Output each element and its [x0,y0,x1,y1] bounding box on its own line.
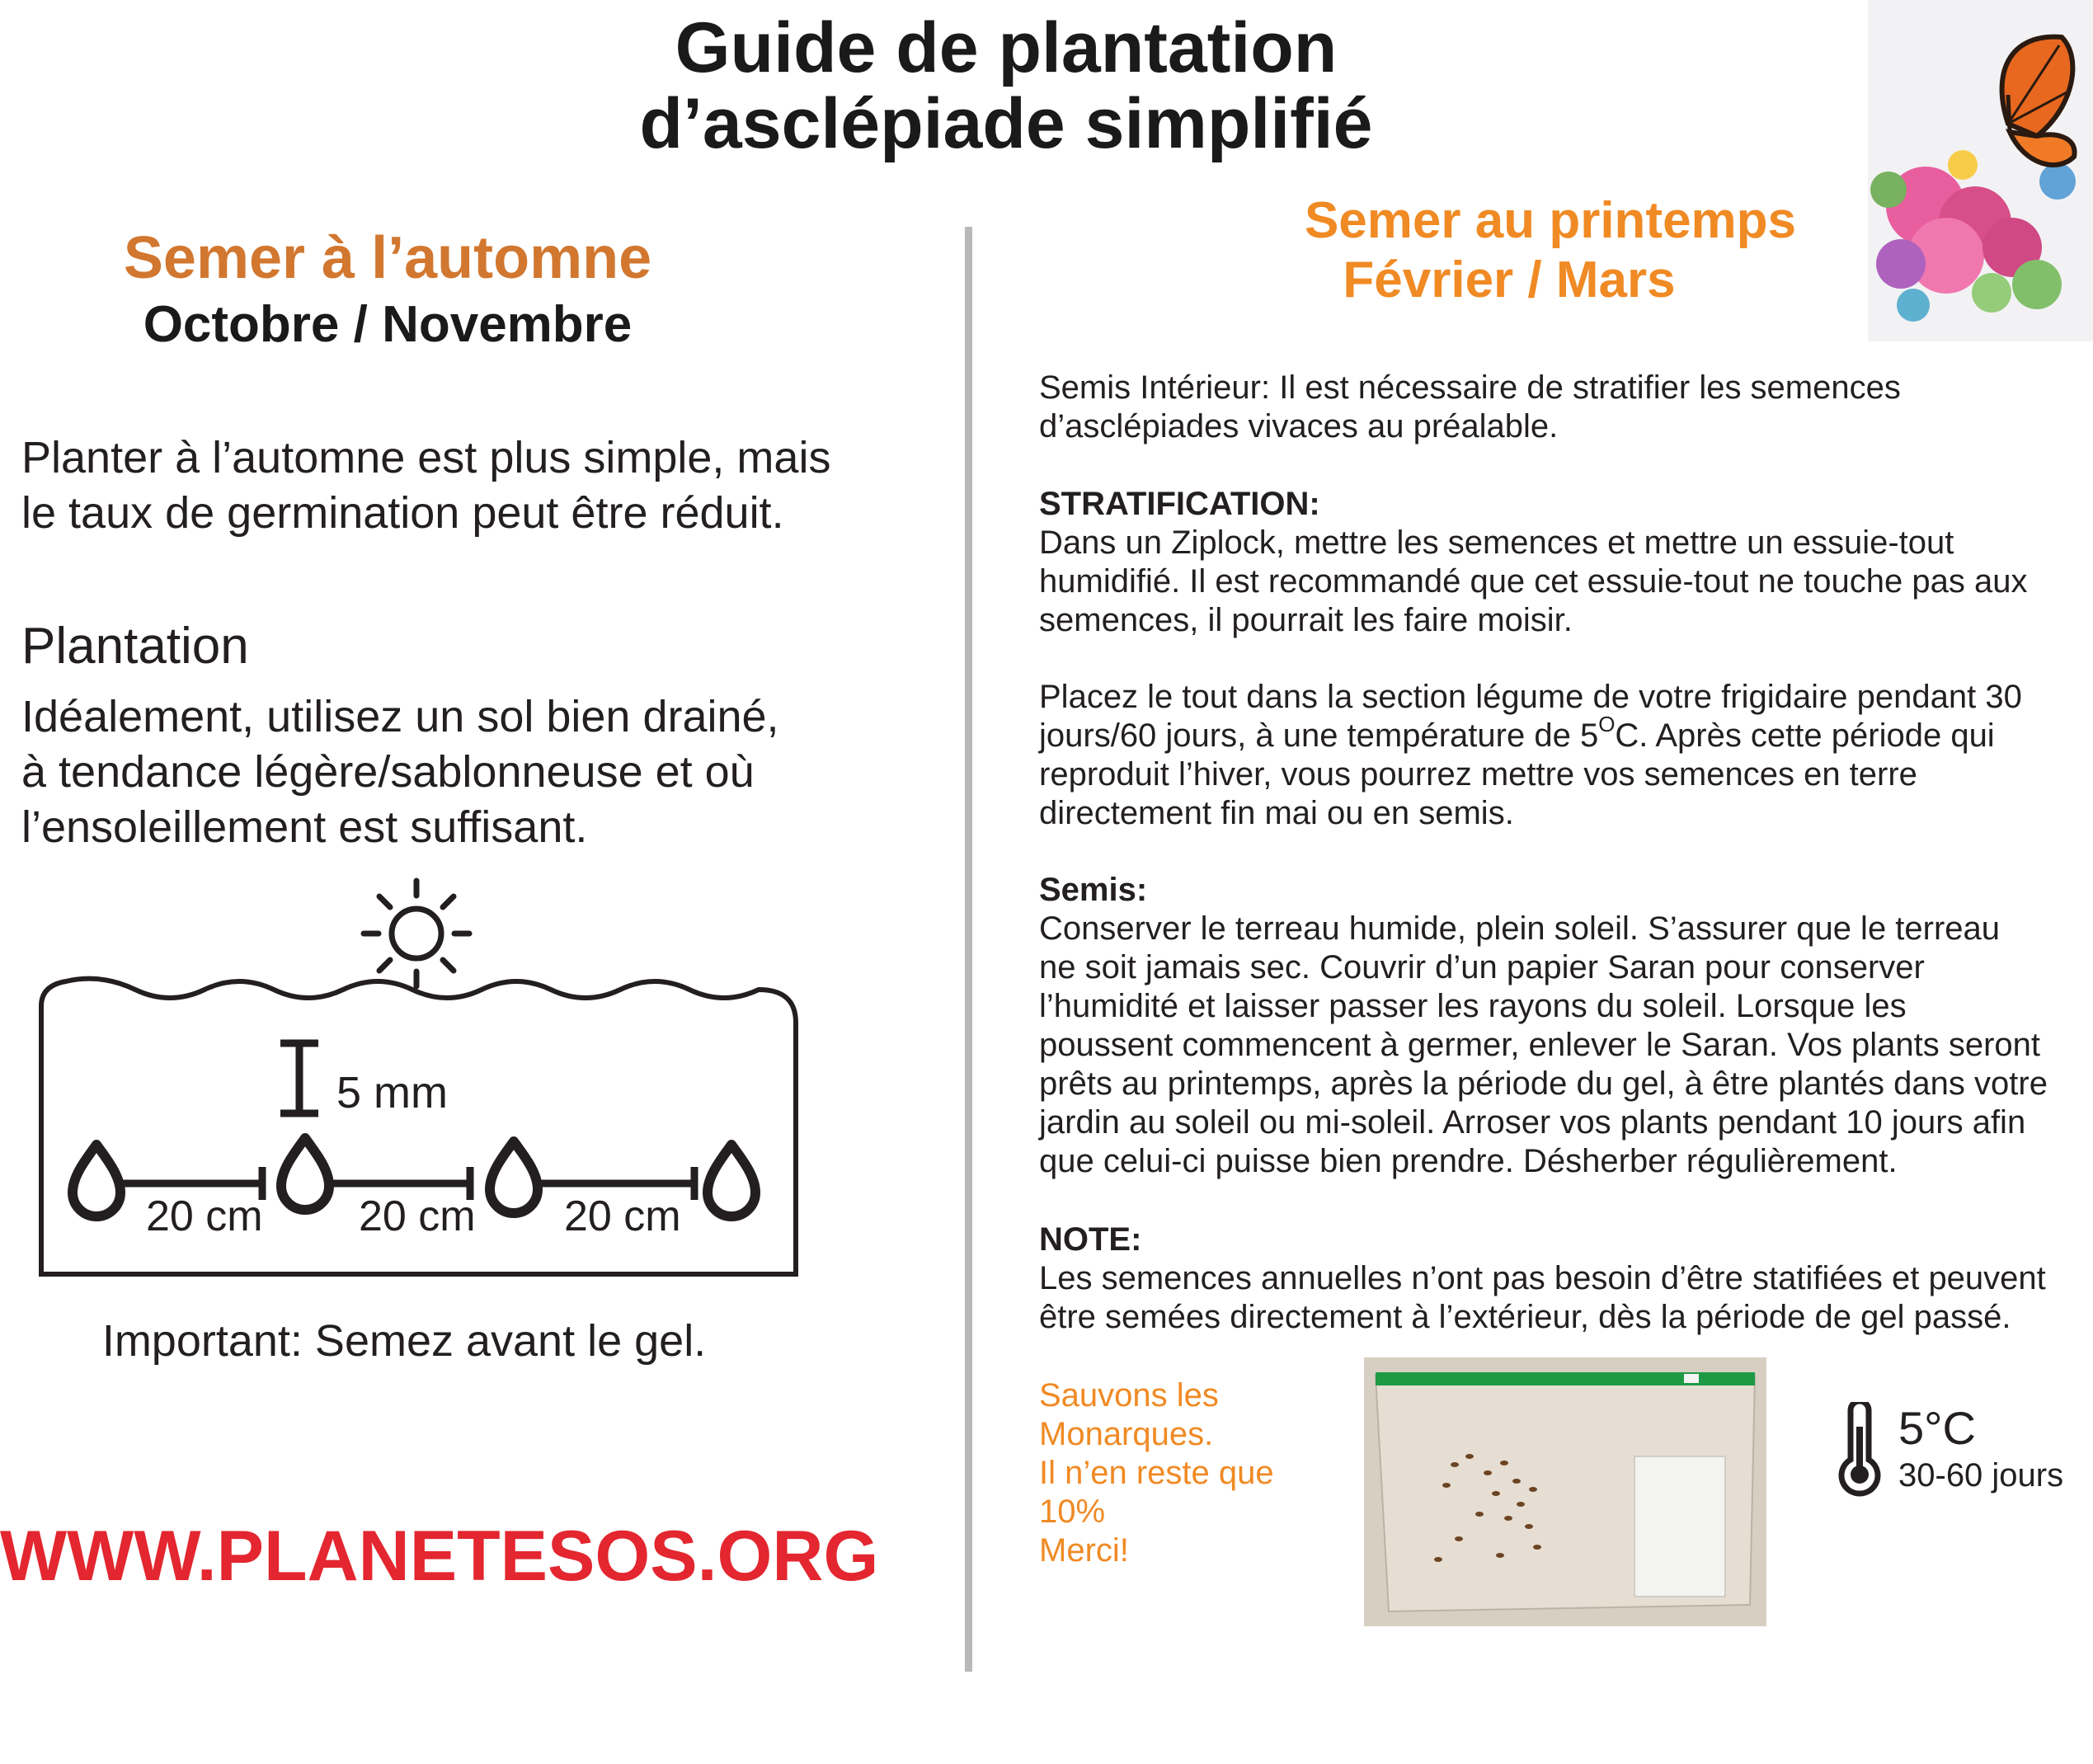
title-line-2: d’asclépiade simplifié [639,84,1373,163]
sun-icon [364,881,469,986]
stratification-section [1039,485,2093,640]
important-note: Important: Semez avant le gel. [101,1316,707,1366]
semis-line: poussent commencent à germer, enlever le Saran. Vos plants seront [1039,1027,2041,1063]
spacing-label: 20 cm [359,1192,476,1240]
page-title [462,10,1550,162]
seed-icon [281,1138,329,1210]
semis-line: ne soit jamais sec. Couvrir d’un papier Saran pour conserver [1039,949,1925,985]
indoor-intro-line: Semis Intérieur: Il est nécessaire de stratifier les semences [1039,369,1901,406]
semis-line: jardin au soleil ou mi-soleil. Arroser vos plants pendant 10 jours afin [1039,1104,2026,1141]
spring-months: Février / Mars [1343,252,1676,308]
indoor-intro-line: d’asclépiades vivaces au préalable. [1039,408,1559,445]
spacing-label: 20 cm [146,1192,263,1240]
fridge-section [1039,678,2093,833]
note-heading: NOTE: [1039,1221,1142,1258]
fridge-line-temperature [1039,712,2093,755]
ziplock-seeds-photo [1364,1357,1766,1626]
seed-icon [490,1141,538,1213]
depth-marker [280,1043,318,1113]
fall-intro-line: Planter à l’automne est plus simple, mais [21,433,831,482]
note-line: Les semences annuelles n’ont pas besoin d’être statifiées et peuvent [1039,1260,2046,1296]
depth-label: 5 mm [336,1068,448,1117]
note-line: être semées directement à l’extérieur, dès la période de gel passé. [1039,1299,2011,1335]
semis-heading: Semis: [1039,872,1148,908]
seed-icon [708,1145,755,1216]
spacing-label: 20 cm [564,1192,681,1240]
save-line: Merci! [1039,1532,1129,1569]
planting-diagram [25,866,800,1295]
plantation-line: Idéalement, utilisez un sol bien drainé, [21,692,779,741]
plantation-text [21,689,929,855]
save-line: Monarques. [1039,1416,1214,1452]
semis-line: l’humidité et laisser passer les rayons du soleil. Lorsque les [1039,988,1907,1024]
save-line: Sauvons les [1039,1377,1219,1414]
storage-temperature: 5°C [1898,1402,1976,1454]
website-link[interactable]: WWW.PLANETESOS.ORG [0,1517,879,1596]
semis-line: Conserver le terreau humide, plein soleil. S’assurer que le terreau [1039,910,2001,947]
storage-duration: 30-60 jours [1898,1457,2064,1494]
save-monarchs-message [1039,1376,1274,1570]
stratification-line: Dans un Ziplock, mettre les semences et mettre un essuie-tout [1039,524,1954,561]
semis-line: que celui-ci puisse bien prendre. Désherber régulièrement. [1039,1143,1898,1179]
save-line: 10% [1039,1494,1106,1530]
fall-intro [21,430,929,541]
semis-section [1039,871,2093,1181]
butterfly-illustration [1868,0,2093,341]
paper-towel [1634,1456,1725,1597]
fridge-text-b: C. Après cette période qui [1615,717,1995,754]
fridge-line: Placez le tout dans la section légume de votre frigidaire pendant 30 [1039,679,2022,715]
plantation-heading: Plantation [21,618,249,675]
stratification-line: semences, il pourrait les faire moisir. [1039,602,1573,638]
fall-section-header [0,224,775,358]
plantation-line: à tendance légère/sablonneuse et où [21,747,755,797]
fall-intro-line: le taux de germination peut être réduit. [21,488,784,538]
thermometer-icon [1831,1402,1888,1501]
degree-superscript: O [1598,712,1616,736]
semis-line: prêts au printemps, après la période du gel, à être plantés dans votre [1039,1065,2048,1102]
indoor-intro [1039,369,2093,446]
title-line-1: Guide de plantation [675,8,1338,87]
spring-season-title: Semer au printemps [1304,192,1797,249]
fall-months: Octobre / Novembre [143,296,633,353]
save-line: Il n’en reste que [1039,1455,1274,1491]
column-divider [965,227,972,1672]
fridge-line: directement fin mai ou en semis. [1039,795,1514,831]
fall-season-title: Semer à l’automne [123,225,652,291]
spring-section-header [1245,191,1855,310]
seed-icon [73,1145,120,1216]
fridge-text-a: jours/60 jours, à une température de 5 [1039,717,1599,754]
fridge-line: reproduit l’hiver, vous pourrez mettre vos semences en terre [1039,756,1917,793]
note-section [1039,1221,2093,1337]
stratification-line: humidifié. Il est recommandé que cet essuie-tout ne touche pas aux [1039,563,2028,600]
plantation-line: l’ensoleillement est suffisant. [21,802,588,852]
stratification-heading: STRATIFICATION: [1039,486,1320,522]
